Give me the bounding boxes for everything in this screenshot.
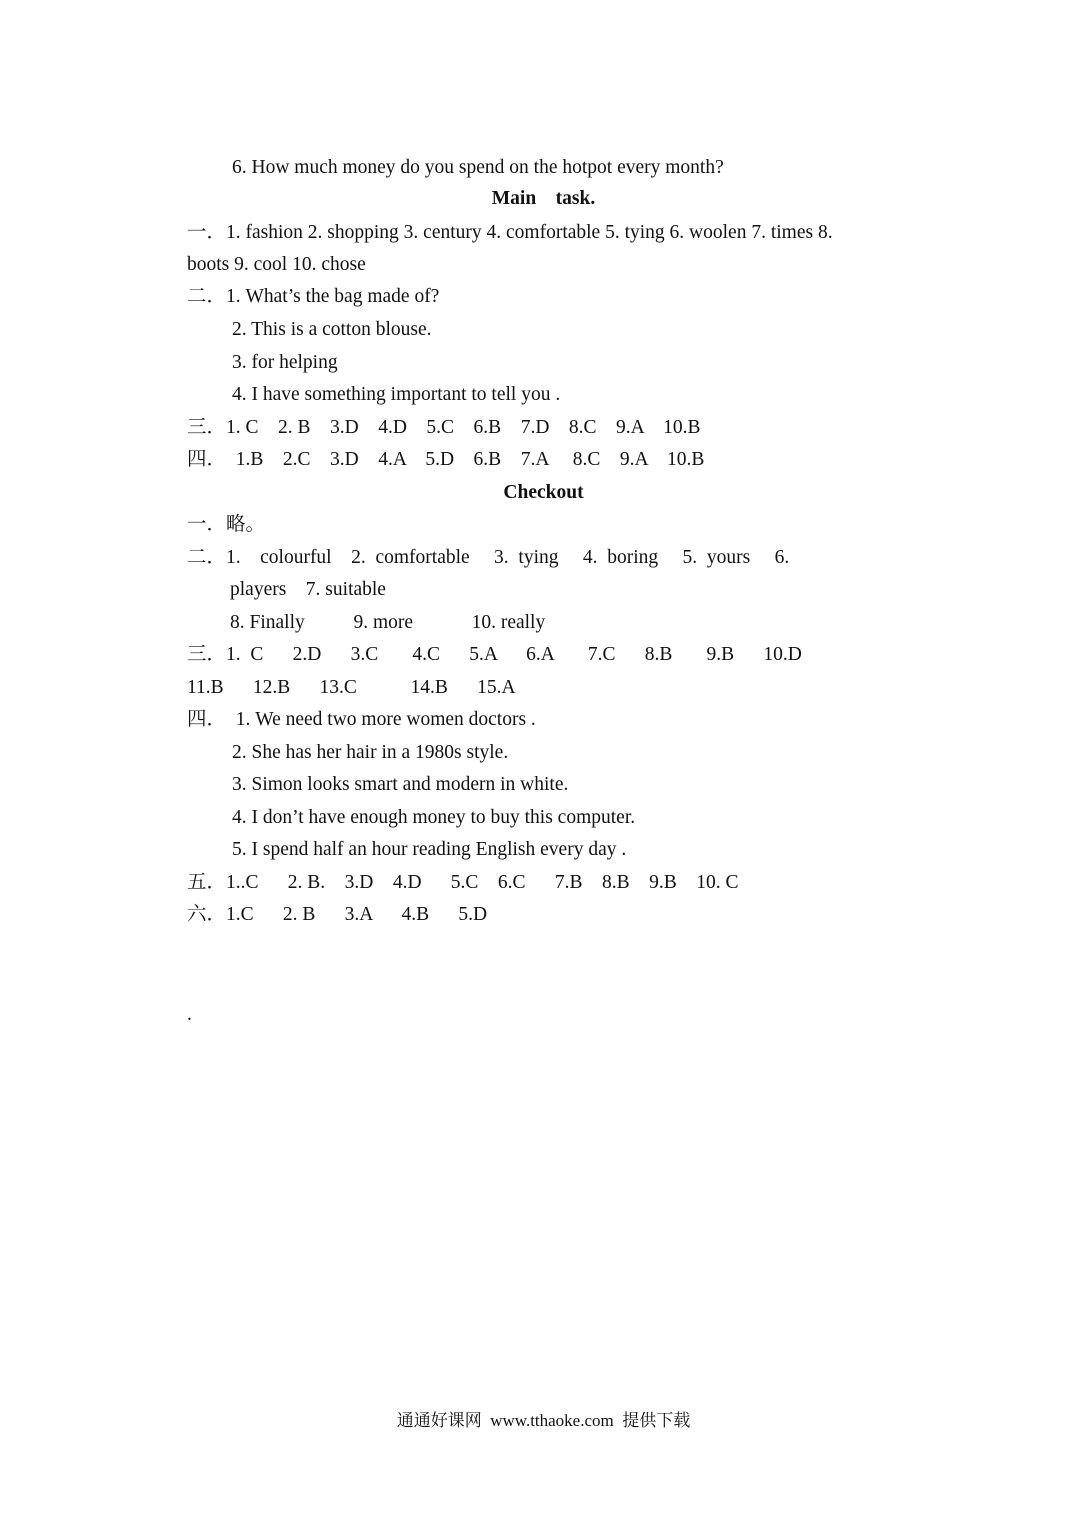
- answer-line: 三．1. C 2.D 3.C 4.C 5.A 6.A 7.C 8.B 9.B 10.D: [187, 644, 802, 665]
- answer-line: 三．1. C 2. B 3.D 4.D 5.C 6.B 7.D 8.C 9.A 10.B: [187, 417, 701, 438]
- answer-line: 四． 1. We need two more women doctors .: [187, 709, 536, 730]
- answer-line: 二．1. What’s the bag made of?: [187, 286, 440, 307]
- section-heading-main-task: Main task.: [491, 188, 596, 209]
- answer-line: 3. Simon looks smart and modern in white.: [232, 774, 569, 795]
- answer-line: 11.B 12.B 13.C 14.B 15.A: [187, 677, 516, 698]
- answer-line: 五．1..C 2. B. 3.D 4.D 5.C 6.C 7.B 8.B 9.B 10. C: [187, 872, 739, 893]
- answer-line: 六．1.C 2. B 3.A 4.B 5.D: [187, 904, 488, 925]
- answer-line: 四． 1.B 2.C 3.D 4.A 5.D 6.B 7.A 8.C 9.A 10.B: [187, 449, 705, 470]
- answer-line: 二．1. colourful 2. comfortable 3. tying 4. boring 5. yours 6.: [187, 547, 790, 568]
- page-footer: 通通好课网 www.tthaoke.com 提供下载: [396, 1411, 691, 1430]
- answer-line: 4. I don’t have enough money to buy this computer.: [232, 807, 636, 828]
- answer-line: 6. How much money do you spend on the hotpot every month?: [232, 157, 724, 178]
- answer-line: 5. I spend half an hour reading English every day .: [232, 839, 627, 860]
- answer-line: 4. I have something important to tell you .: [232, 384, 561, 405]
- answer-line: 2. She has her hair in a 1980s style.: [232, 742, 509, 763]
- answer-line: players 7. suitable: [230, 579, 386, 600]
- answer-line: 一．略。: [187, 514, 266, 535]
- answer-line: boots 9. cool 10. chose: [187, 254, 366, 275]
- stray-dot: .: [187, 1004, 192, 1025]
- answer-line: 8. Finally 9. more 10. really: [230, 612, 546, 633]
- answer-line: 一．1. fashion 2. shopping 3. century 4. comfortable 5. tying 6. woolen 7. times 8.: [187, 222, 833, 243]
- answer-line: 2. This is a cotton blouse.: [232, 319, 432, 340]
- section-heading-checkout: Checkout: [503, 482, 584, 503]
- answer-line: 3. for helping: [232, 352, 338, 373]
